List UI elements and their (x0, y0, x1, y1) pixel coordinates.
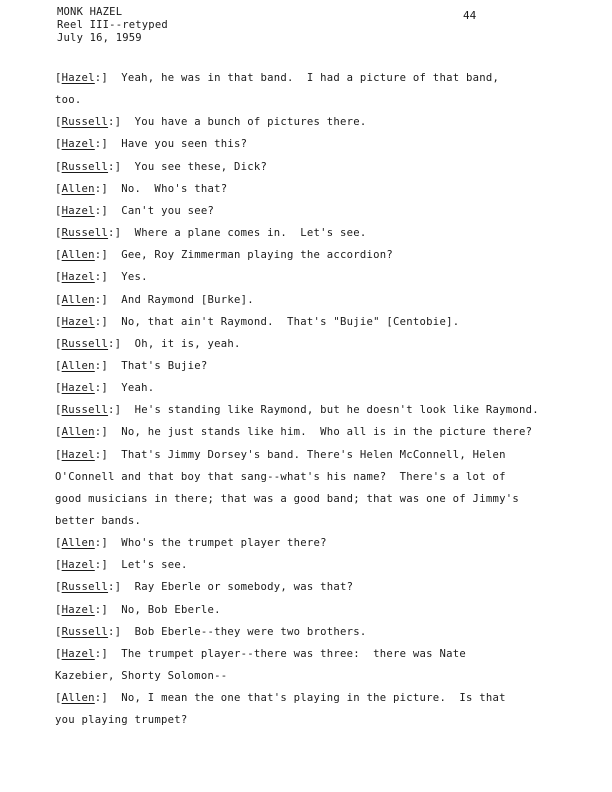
speaker-turn (55, 205, 214, 217)
speaker-name: Russell (61, 227, 109, 239)
speaker-name: Hazel (61, 648, 95, 660)
speaker-turn-continuation (55, 515, 141, 527)
speaker-label: [Allen:] (55, 360, 122, 372)
speaker-label: [Allen:] (55, 426, 122, 438)
speaker-name: Hazel (61, 72, 95, 84)
speaker-name: Russell (61, 404, 109, 416)
utterance-text: better bands. (55, 515, 142, 527)
speaker-turn-continuation (55, 471, 506, 483)
speaker-name: Allen (61, 692, 95, 704)
utterance-text: Oh, it is, yeah. (134, 338, 241, 350)
speaker-turn (55, 249, 393, 261)
speaker-turn-continuation (55, 670, 227, 682)
speaker-label: [Hazel:] (55, 205, 122, 217)
utterance-text: You see these, Dick? (134, 161, 268, 173)
speaker-label: [Allen:] (55, 183, 122, 195)
speaker-label: [Hazel:] (55, 271, 122, 283)
page-number: 44 (463, 9, 477, 22)
speaker-label: [Hazel:] (55, 604, 122, 616)
speaker-label: [Hazel:] (55, 449, 122, 461)
document-header (57, 6, 168, 45)
speaker-label: [Russell:] (55, 161, 135, 173)
speaker-name: Russell (61, 581, 109, 593)
speaker-turn (55, 692, 506, 704)
utterance-text: O'Connell and that boy that sang--what's his name? There's a lot of (55, 471, 506, 483)
utterance-text: you playing trumpet? (55, 714, 188, 726)
speaker-name: Hazel (61, 205, 95, 217)
speaker-turn (55, 116, 367, 128)
utterance-text: Who's the trumpet player there? (121, 537, 327, 549)
utterance-text: The trumpet player--there was three: there was Nate (121, 648, 466, 660)
utterance-text: No, I mean the one that's playing in the picture. Is that (121, 692, 506, 704)
utterance-text: No, Bob Eberle. (121, 604, 221, 616)
speaker-name: Hazel (61, 449, 95, 461)
speaker-name: Hazel (61, 604, 95, 616)
speaker-turn (55, 138, 247, 150)
speaker-turn (55, 426, 532, 438)
speaker-label: [Allen:] (55, 537, 122, 549)
utterance-text: That's Jimmy Dorsey's band. There's Helen McConnell, Helen (121, 449, 506, 461)
speaker-turn (55, 626, 367, 638)
speaker-name: Russell (61, 626, 109, 638)
utterance-text: good musicians in there; that was a good band; that was one of Jimmy's (55, 493, 519, 505)
utterance-text: Gee, Roy Zimmerman playing the accordion? (121, 249, 394, 261)
speaker-label: [Russell:] (55, 338, 135, 350)
speaker-name: Russell (61, 116, 109, 128)
utterance-text: Kazebier, Shorty Solomon-- (55, 670, 228, 682)
speaker-name: Allen (61, 360, 95, 372)
utterance-text: He's standing like Raymond, but he doesn't look like Raymond. (134, 404, 539, 416)
speaker-name: Russell (61, 161, 109, 173)
utterance-text: Have you seen this? (121, 138, 248, 150)
utterance-text: Yeah, he was in that band. I had a picture of that band, (121, 72, 500, 84)
speaker-name: Hazel (61, 382, 95, 394)
speaker-turn (55, 227, 367, 239)
speaker-name: Hazel (61, 271, 95, 283)
speaker-turn (55, 382, 154, 394)
speaker-label: [Russell:] (55, 227, 135, 239)
utterance-text: Where a plane comes in. Let's see. (134, 227, 367, 239)
speaker-name: Hazel (61, 559, 95, 571)
speaker-name: Russell (61, 338, 109, 350)
speaker-turn (55, 648, 466, 660)
speaker-label: [Allen:] (55, 249, 122, 261)
utterance-text: You have a bunch of pictures there. (134, 116, 367, 128)
speaker-name: Allen (61, 183, 95, 195)
speaker-label: [Russell:] (55, 404, 135, 416)
speaker-turn (55, 581, 353, 593)
speaker-turn (55, 161, 267, 173)
speaker-turn (55, 316, 459, 328)
speaker-turn (55, 559, 188, 571)
speaker-name: Allen (61, 537, 95, 549)
speaker-turn (55, 449, 506, 461)
utterance-text: No. Who's that? (121, 183, 228, 195)
speaker-turn (55, 604, 221, 616)
speaker-label: [Hazel:] (55, 316, 122, 328)
speaker-turn-continuation (55, 493, 519, 505)
speaker-name: Allen (61, 249, 95, 261)
speaker-label: [Hazel:] (55, 138, 122, 150)
speaker-turn-continuation (55, 94, 82, 106)
speaker-name: Allen (61, 426, 95, 438)
speaker-label: [Hazel:] (55, 72, 122, 84)
utterance-text: No, that ain't Raymond. That's "Bujie" [Centobie]. (121, 316, 460, 328)
speaker-turn (55, 360, 207, 372)
header-title: MONK HAZEL (57, 6, 123, 18)
utterance-text: Bob Eberle--they were two brothers. (134, 626, 367, 638)
speaker-turn (55, 271, 148, 283)
utterance-text: And Raymond [Burke]. (121, 294, 254, 306)
utterance-text: Let's see. (121, 559, 188, 571)
speaker-name: Hazel (61, 138, 95, 150)
speaker-label: [Russell:] (55, 626, 135, 638)
header-date: July 16, 1959 (57, 32, 142, 44)
header-reel: Reel III--retyped (57, 19, 168, 31)
speaker-turn (55, 537, 327, 549)
utterance-text: too. (55, 94, 82, 106)
utterance-text: Ray Eberle or somebody, was that? (134, 581, 354, 593)
speaker-label: [Allen:] (55, 294, 122, 306)
utterance-text: Yeah. (121, 382, 155, 394)
speaker-turn-continuation (55, 714, 188, 726)
speaker-label: [Russell:] (55, 116, 135, 128)
utterance-text: Yes. (121, 271, 148, 283)
speaker-turn (55, 338, 241, 350)
utterance-text: That's Bujie? (121, 360, 208, 372)
speaker-turn (55, 294, 254, 306)
speaker-turn (55, 404, 539, 416)
speaker-turn (55, 183, 227, 195)
speaker-label: [Hazel:] (55, 559, 122, 571)
speaker-turn (55, 72, 499, 84)
speaker-name: Allen (61, 294, 95, 306)
speaker-label: [Allen:] (55, 692, 122, 704)
utterance-text: Can't you see? (121, 205, 215, 217)
speaker-label: [Hazel:] (55, 648, 122, 660)
utterance-text: No, he just stands like him. Who all is in the picture there? (121, 426, 533, 438)
speaker-name: Hazel (61, 316, 95, 328)
speaker-label: [Russell:] (55, 581, 135, 593)
speaker-label: [Hazel:] (55, 382, 122, 394)
